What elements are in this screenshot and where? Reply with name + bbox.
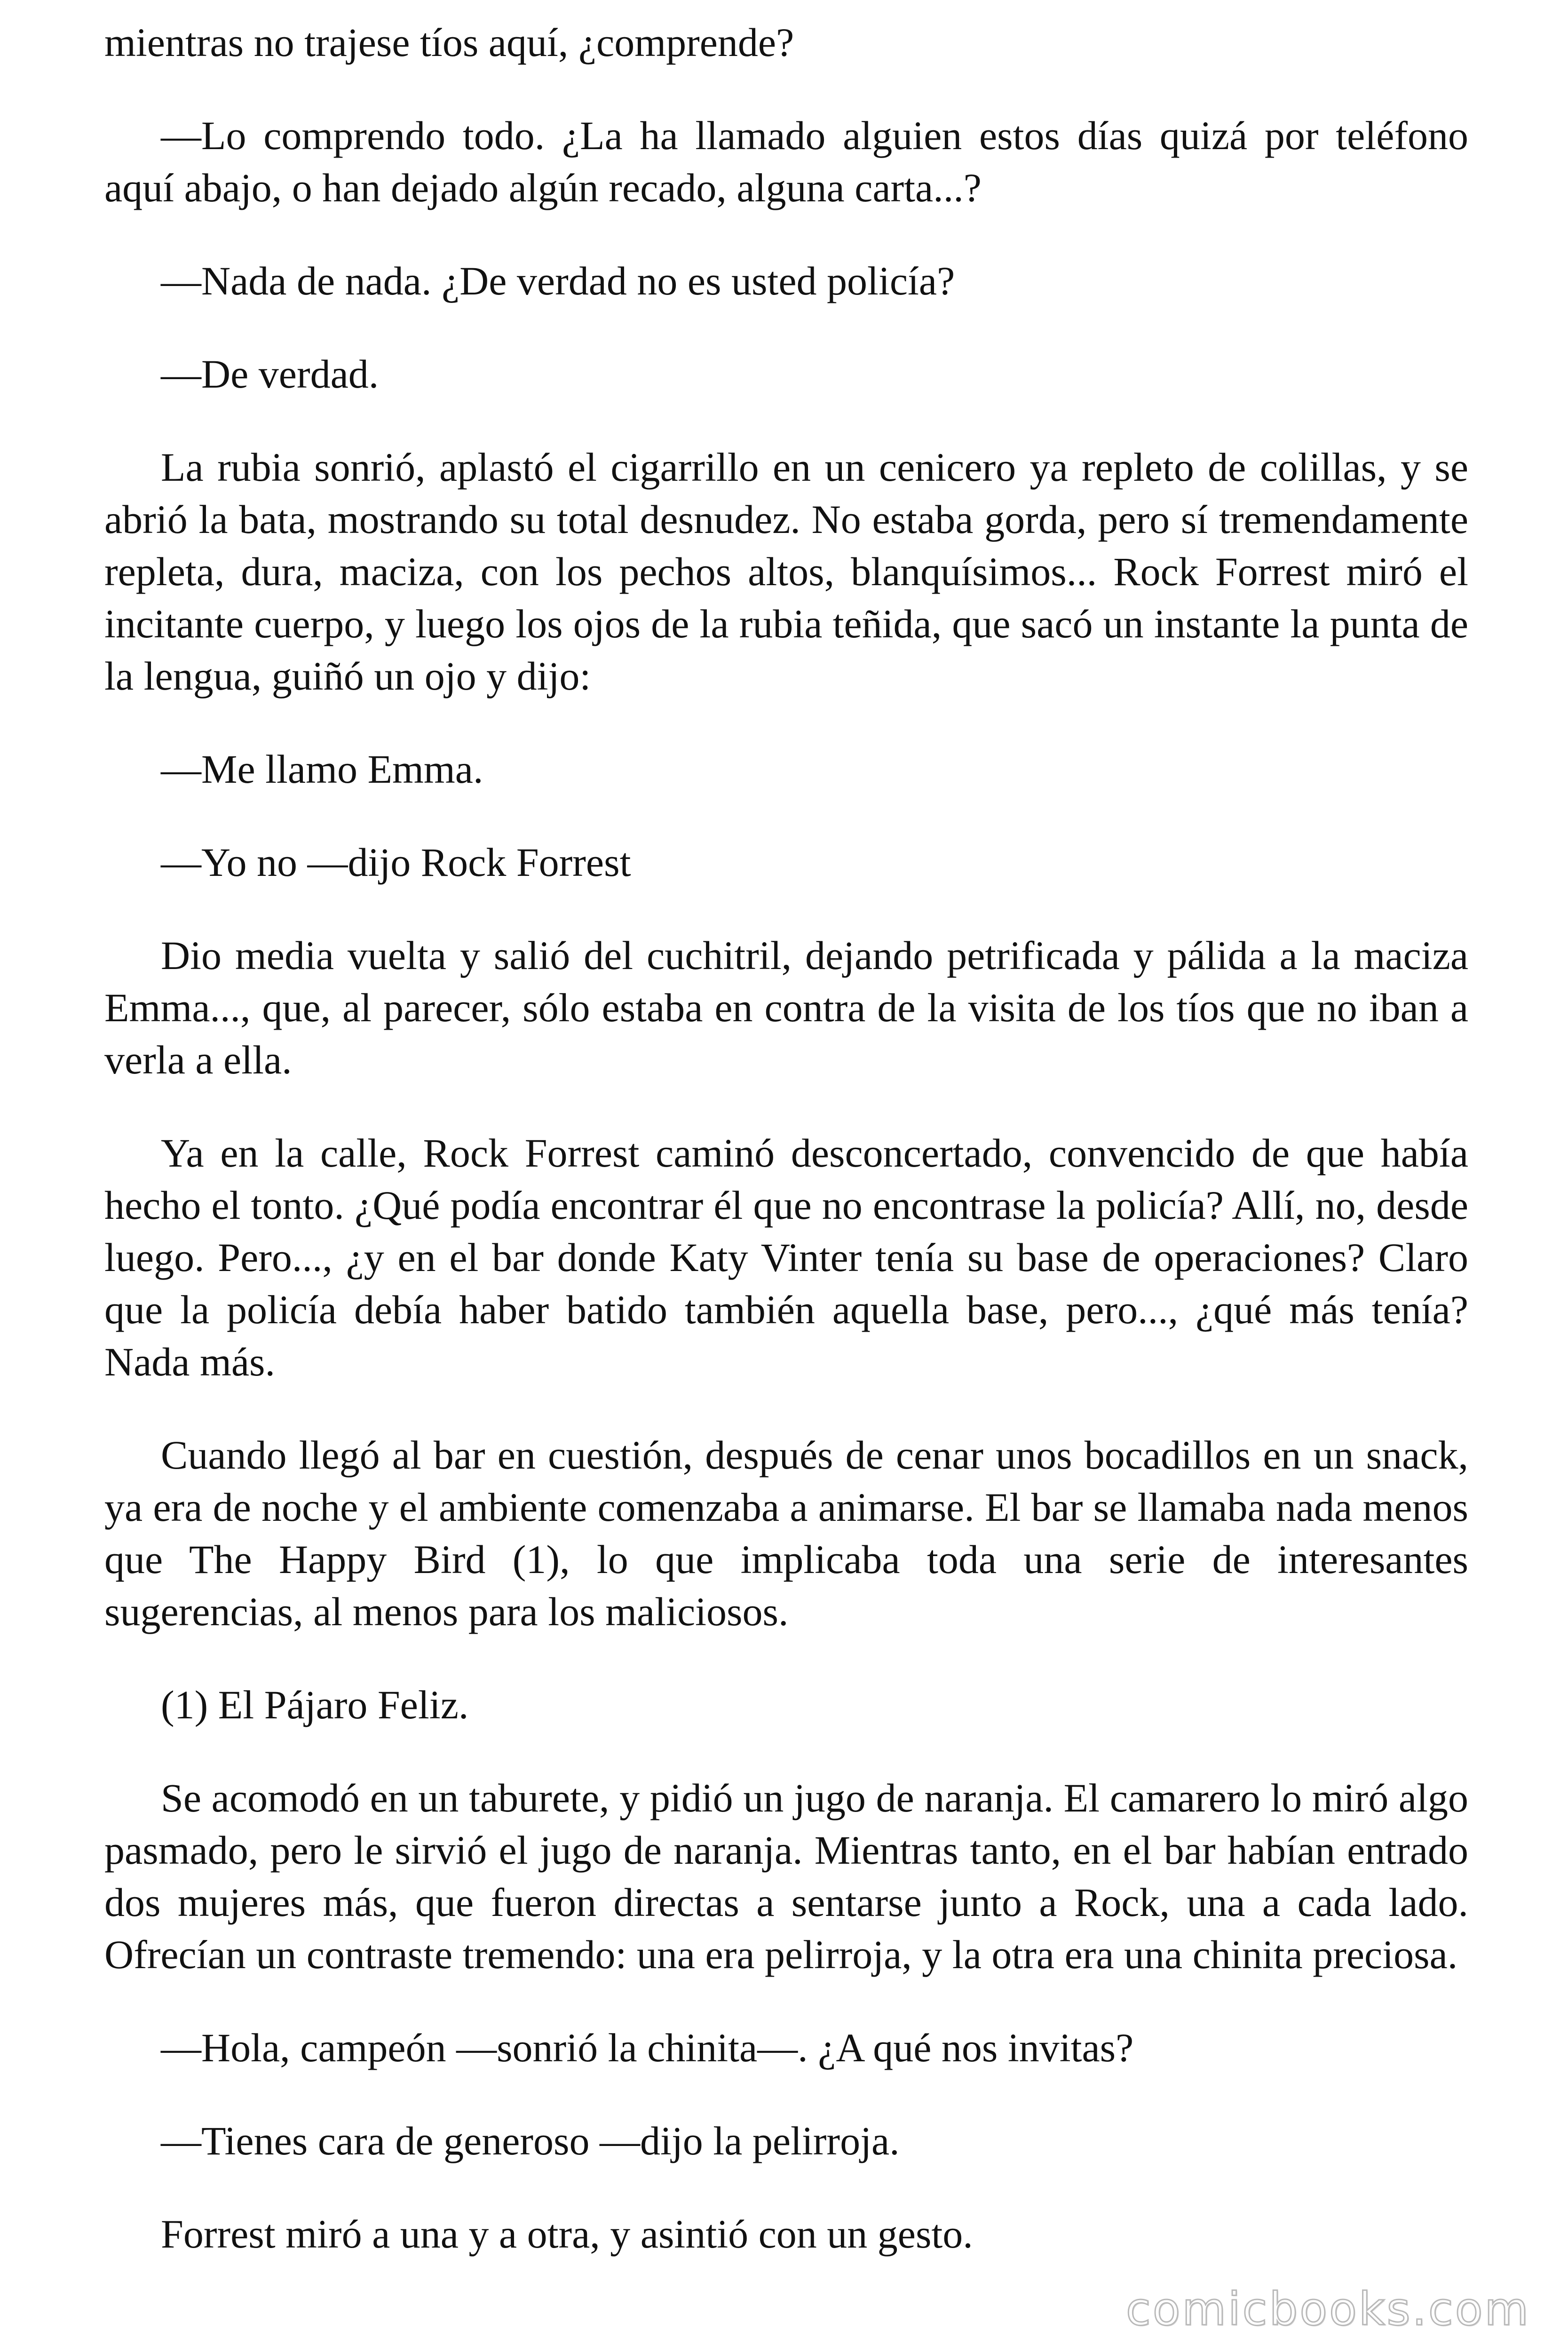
paragraph-footnote: (1) El Pájaro Feliz. — [161, 1682, 469, 1727]
paragraph-dialogue: —Lo comprendo todo. ¿La ha llamado alguien estos días quizá por teléfono aquí abajo, o han dejado algún recado, alguna carta...? — [104, 113, 1468, 210]
paragraph-narrative: Forrest miró a una y a otra, y asintió con un gesto. — [161, 2211, 973, 2257]
paragraph-dialogue: —Hola, campeón —sonrió la chinita—. ¿A qué nos invitas? — [161, 2025, 1134, 2070]
paragraph-dialogue: —Tienes cara de generoso —dijo la pelirroja. — [161, 2118, 900, 2163]
paragraph-dialogue: —Nada de nada. ¿De verdad no es usted policía? — [161, 258, 955, 303]
watermark: comicbooks.com — [1125, 2283, 1530, 2336]
body-text — [104, 16, 1468, 2301]
paragraph-narrative: Se acomodó en un taburete, y pidió un jugo de naranja. El camarero lo miró algo pasmado, pero le sirvió el jugo de naranja. Mientras tanto, en el bar habían entrado dos mujeres más, que fueron directas a sentarse junto a Rock, una a cada lado. Ofrecían un contraste tremendo: una era pelirroja, y la otra era una chinita preciosa. — [104, 1775, 1468, 1977]
paragraph-dialogue: —Me llamo Emma. — [161, 747, 483, 792]
paragraph-narrative: Cuando llegó al bar en cuestión, después de cenar unos bocadillos en un snack, ya era de noche y el ambiente comenzaba a animarse. El bar se llamaba nada menos que The Happy Bird (1), lo que implicaba toda una serie de interesantes sugerencias, al menos para los maliciosos. — [104, 1432, 1468, 1634]
paragraph-narrative: La rubia sonrió, aplastó el cigarrillo en un cenicero ya repleto de colillas, y se abrió la bata, mostrando su total desnudez. No estaba gorda, pero sí tremendamente repleta, dura, maciza, con los pechos altos, blanquísimos... Rock Forrest miró el incitante cuerpo, y luego los ojos de la rubia teñida, que sacó un instante la punta de la lengua, guiñó un ojo y dijo: — [104, 445, 1468, 699]
paragraph-dialogue: —Yo no —dijo Rock Forrest — [161, 840, 631, 885]
paragraph-continuation: mientras no trajese tíos aquí, ¿comprende? — [104, 20, 794, 65]
paragraph-narrative: Ya en la calle, Rock Forrest caminó desconcertado, convencido de que había hecho el tonto. ¿Qué podía encontrar él que no encontrase la policía? Allí, no, desde luego. Pero..., ¿y en el bar donde Katy Vinter tenía su base de operaciones? Claro que la policía debía haber batido también aquella base, pero..., ¿qué más tenía? Nada más. — [104, 1130, 1468, 1384]
paragraph-narrative: Dio media vuelta y salió del cuchitril, dejando petrificada y pálida a la maciza Emma..., que, al parecer, sólo estaba en contra de la visita de los tíos que no iban a verla a ella. — [104, 933, 1468, 1082]
paragraph-dialogue: —De verdad. — [161, 351, 379, 397]
